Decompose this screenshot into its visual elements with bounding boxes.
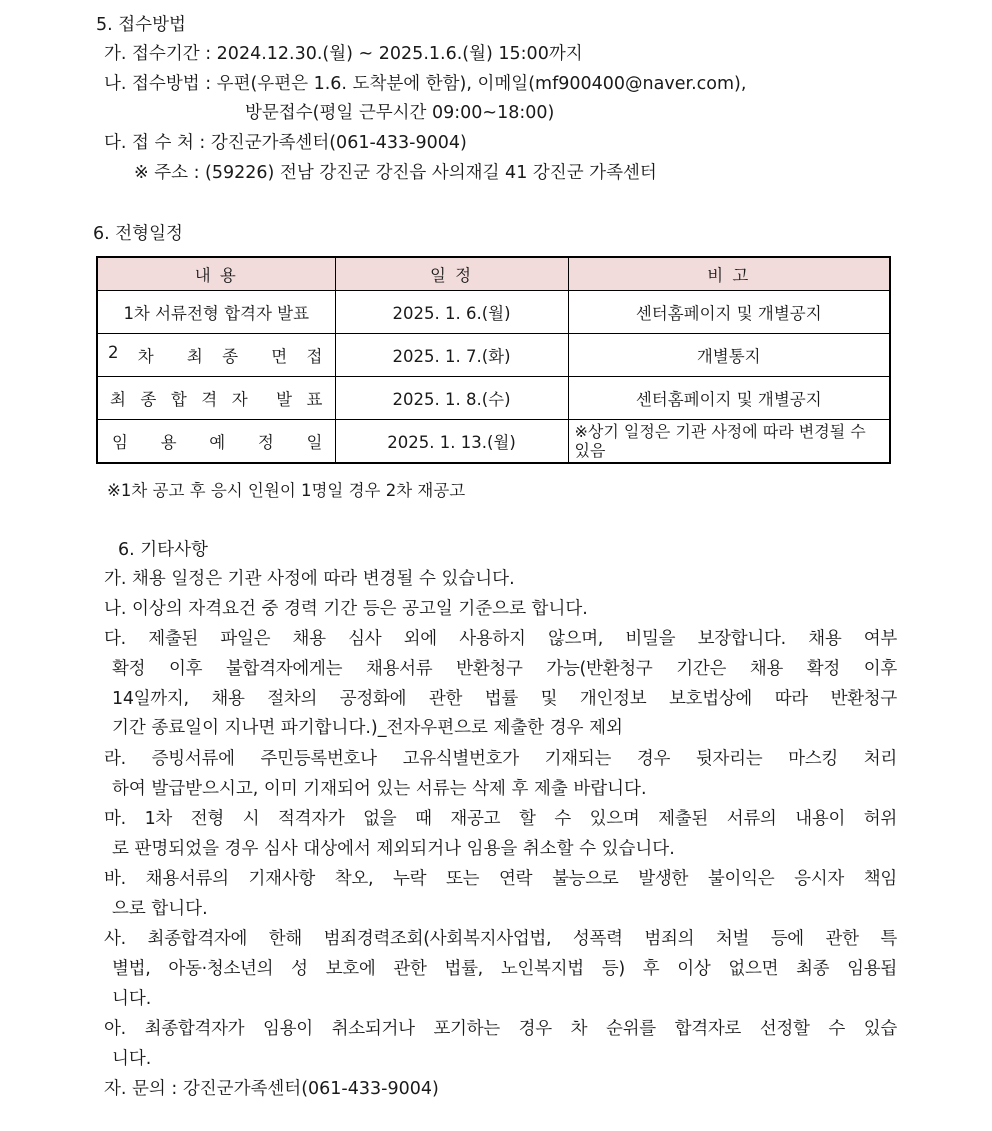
content-char: 발 — [276, 389, 293, 409]
content-char: 차 — [137, 346, 154, 366]
etc-item: 다. 제출된 파일은 채용 심사 외에 사용하지 않으며, 비밀을 보장합니다. 채용 여부 — [104, 629, 897, 649]
etc-item-continued: 으로 합니다. — [112, 899, 208, 919]
reception-period: 가. 접수기간 : 2024.12.30.(월) ~ 2025.1.6.(월) 15:00까지 — [104, 44, 583, 64]
table-row — [97, 376, 890, 419]
content-char: 면 — [271, 346, 288, 366]
row-content-text: 1차 서류전형 합격자 발표 — [123, 303, 310, 323]
schedule-table — [96, 256, 891, 464]
content-char: 일 — [306, 432, 323, 452]
etc-item: 나. 이상의 자격요건 중 경력 기간 등은 공고일 기준으로 합니다. — [104, 599, 588, 619]
row-date: 2025. 1. 8.(수) — [335, 376, 568, 419]
etc-item-continued: 확정 이후 불합격자에게는 채용서류 반환청구 가능(반환청구 기간은 채용 확정 이후 — [112, 659, 897, 679]
etc-item: 라. 증빙서류에 주민등록번호나 고유식별번호가 기재되는 경우 뒷자리는 마스킹 처리 — [104, 749, 897, 769]
etc-item: 바. 채용서류의 기재사항 착오, 누락 또는 연락 불능으로 발생한 불이익은 응시자 책임 — [104, 869, 897, 889]
row-content — [97, 290, 335, 333]
content-char: 임 — [112, 432, 128, 452]
content-char: 표 — [306, 389, 323, 409]
content-char: 최 — [186, 346, 203, 366]
reception-method-line-2: 방문접수(평일 근무시간 09:00~18:00) — [245, 103, 555, 123]
table-row — [97, 333, 890, 376]
table-row — [97, 419, 890, 463]
row-note: 개별통지 — [568, 333, 890, 376]
content-char: 용 — [160, 432, 177, 452]
schedule-footnote: ※1차 공고 후 응시 인원이 1명일 경우 2차 재공고 — [107, 481, 466, 500]
etc-item: 사. 최종합격자에 한해 범죄경력조회(사회복지사업법, 성폭력 범죄의 처벌 등에 관한 특 — [104, 929, 897, 949]
etc-item-continued: 하여 발급받으시고, 이미 기재되어 있는 서류는 삭제 후 제출 바랍니다. — [112, 779, 647, 799]
content-char: 정 — [257, 432, 274, 452]
content-char: 자 — [231, 389, 248, 409]
header-content: 내 용 — [97, 257, 335, 290]
row-date: 2025. 1. 13.(월) — [335, 419, 568, 463]
row-date: 2025. 1. 7.(화) — [335, 333, 568, 376]
row-content — [97, 376, 335, 419]
etc-item: 가. 채용 일정은 기관 사정에 따라 변경될 수 있습니다. — [104, 569, 515, 589]
row-content — [97, 419, 335, 463]
row-content — [97, 333, 335, 376]
content-char: 접 — [306, 346, 323, 366]
section-6-heading: 6. 전형일정 — [93, 224, 183, 244]
content-char: 종 — [222, 346, 239, 366]
row-note: ※상기 일정은 기관 사정에 따라 변경될 수 있음 — [568, 419, 890, 463]
header-date: 일 정 — [335, 257, 568, 290]
etc-item-continued: 별법, 아동·청소년의 성 보호에 관한 법률, 노인복지법 등) 후 이상 없으면 최종 임용됩 — [112, 959, 897, 979]
table-row — [97, 290, 890, 333]
etc-item-inquiry: 자. 문의 : 강진군가족센터(061-433-9004) — [104, 1079, 439, 1099]
reception-address: ※ 주소 : (59226) 전남 강진군 강진읍 사의재길 41 강진군 가족센터 — [134, 163, 657, 183]
header-note: 비 고 — [568, 257, 890, 290]
etc-item: 아. 최종합격자가 임용이 취소되거나 포기하는 경우 차 순위를 합격자로 선정할 수 있습 — [104, 1019, 897, 1039]
reception-method-line-1: 나. 접수방법 : 우편(우편은 1.6. 도착분에 한함), 이메일(mf900400@naver.com), — [104, 74, 747, 94]
row-date: 2025. 1. 6.(월) — [335, 290, 568, 333]
content-char: 합 — [170, 389, 187, 409]
etc-item-continued: 14일까지, 채용 절차의 공정화에 관한 법률 및 개인정보 보호법상에 따라 반환청구 — [112, 689, 897, 709]
content-char: 격 — [201, 389, 218, 409]
row-note: 센터홈페이지 및 개별공지 — [568, 376, 890, 419]
table-header-row — [97, 257, 890, 290]
reception-place: 다. 접 수 처 : 강진군가족센터(061-433-9004) — [104, 133, 467, 153]
section-5-heading: 5. 접수방법 — [96, 15, 186, 35]
row-note: 센터홈페이지 및 개별공지 — [568, 290, 890, 333]
content-char: 최 — [110, 389, 126, 409]
etc-item-continued: 기간 종료일이 지나면 파기합니다.)_전자우편으로 제출한 경우 제외 — [112, 718, 623, 738]
etc-item-continued: 니다. — [112, 1049, 152, 1069]
etc-item-continued: 로 판명되었을 경우 심사 대상에서 제외되거나 임용을 취소할 수 있습니다. — [112, 839, 675, 859]
content-char: 종 — [140, 389, 157, 409]
etc-item-continued: 니다. — [112, 989, 152, 1009]
content-char: 2 — [108, 342, 119, 362]
content-char: 예 — [209, 432, 226, 452]
etc-item: 마. 1차 전형 시 적격자가 없을 때 재공고 할 수 있으며 제출된 서류의 내용이 허위 — [104, 809, 897, 829]
section-7-heading: 6. 기타사항 — [118, 540, 208, 560]
